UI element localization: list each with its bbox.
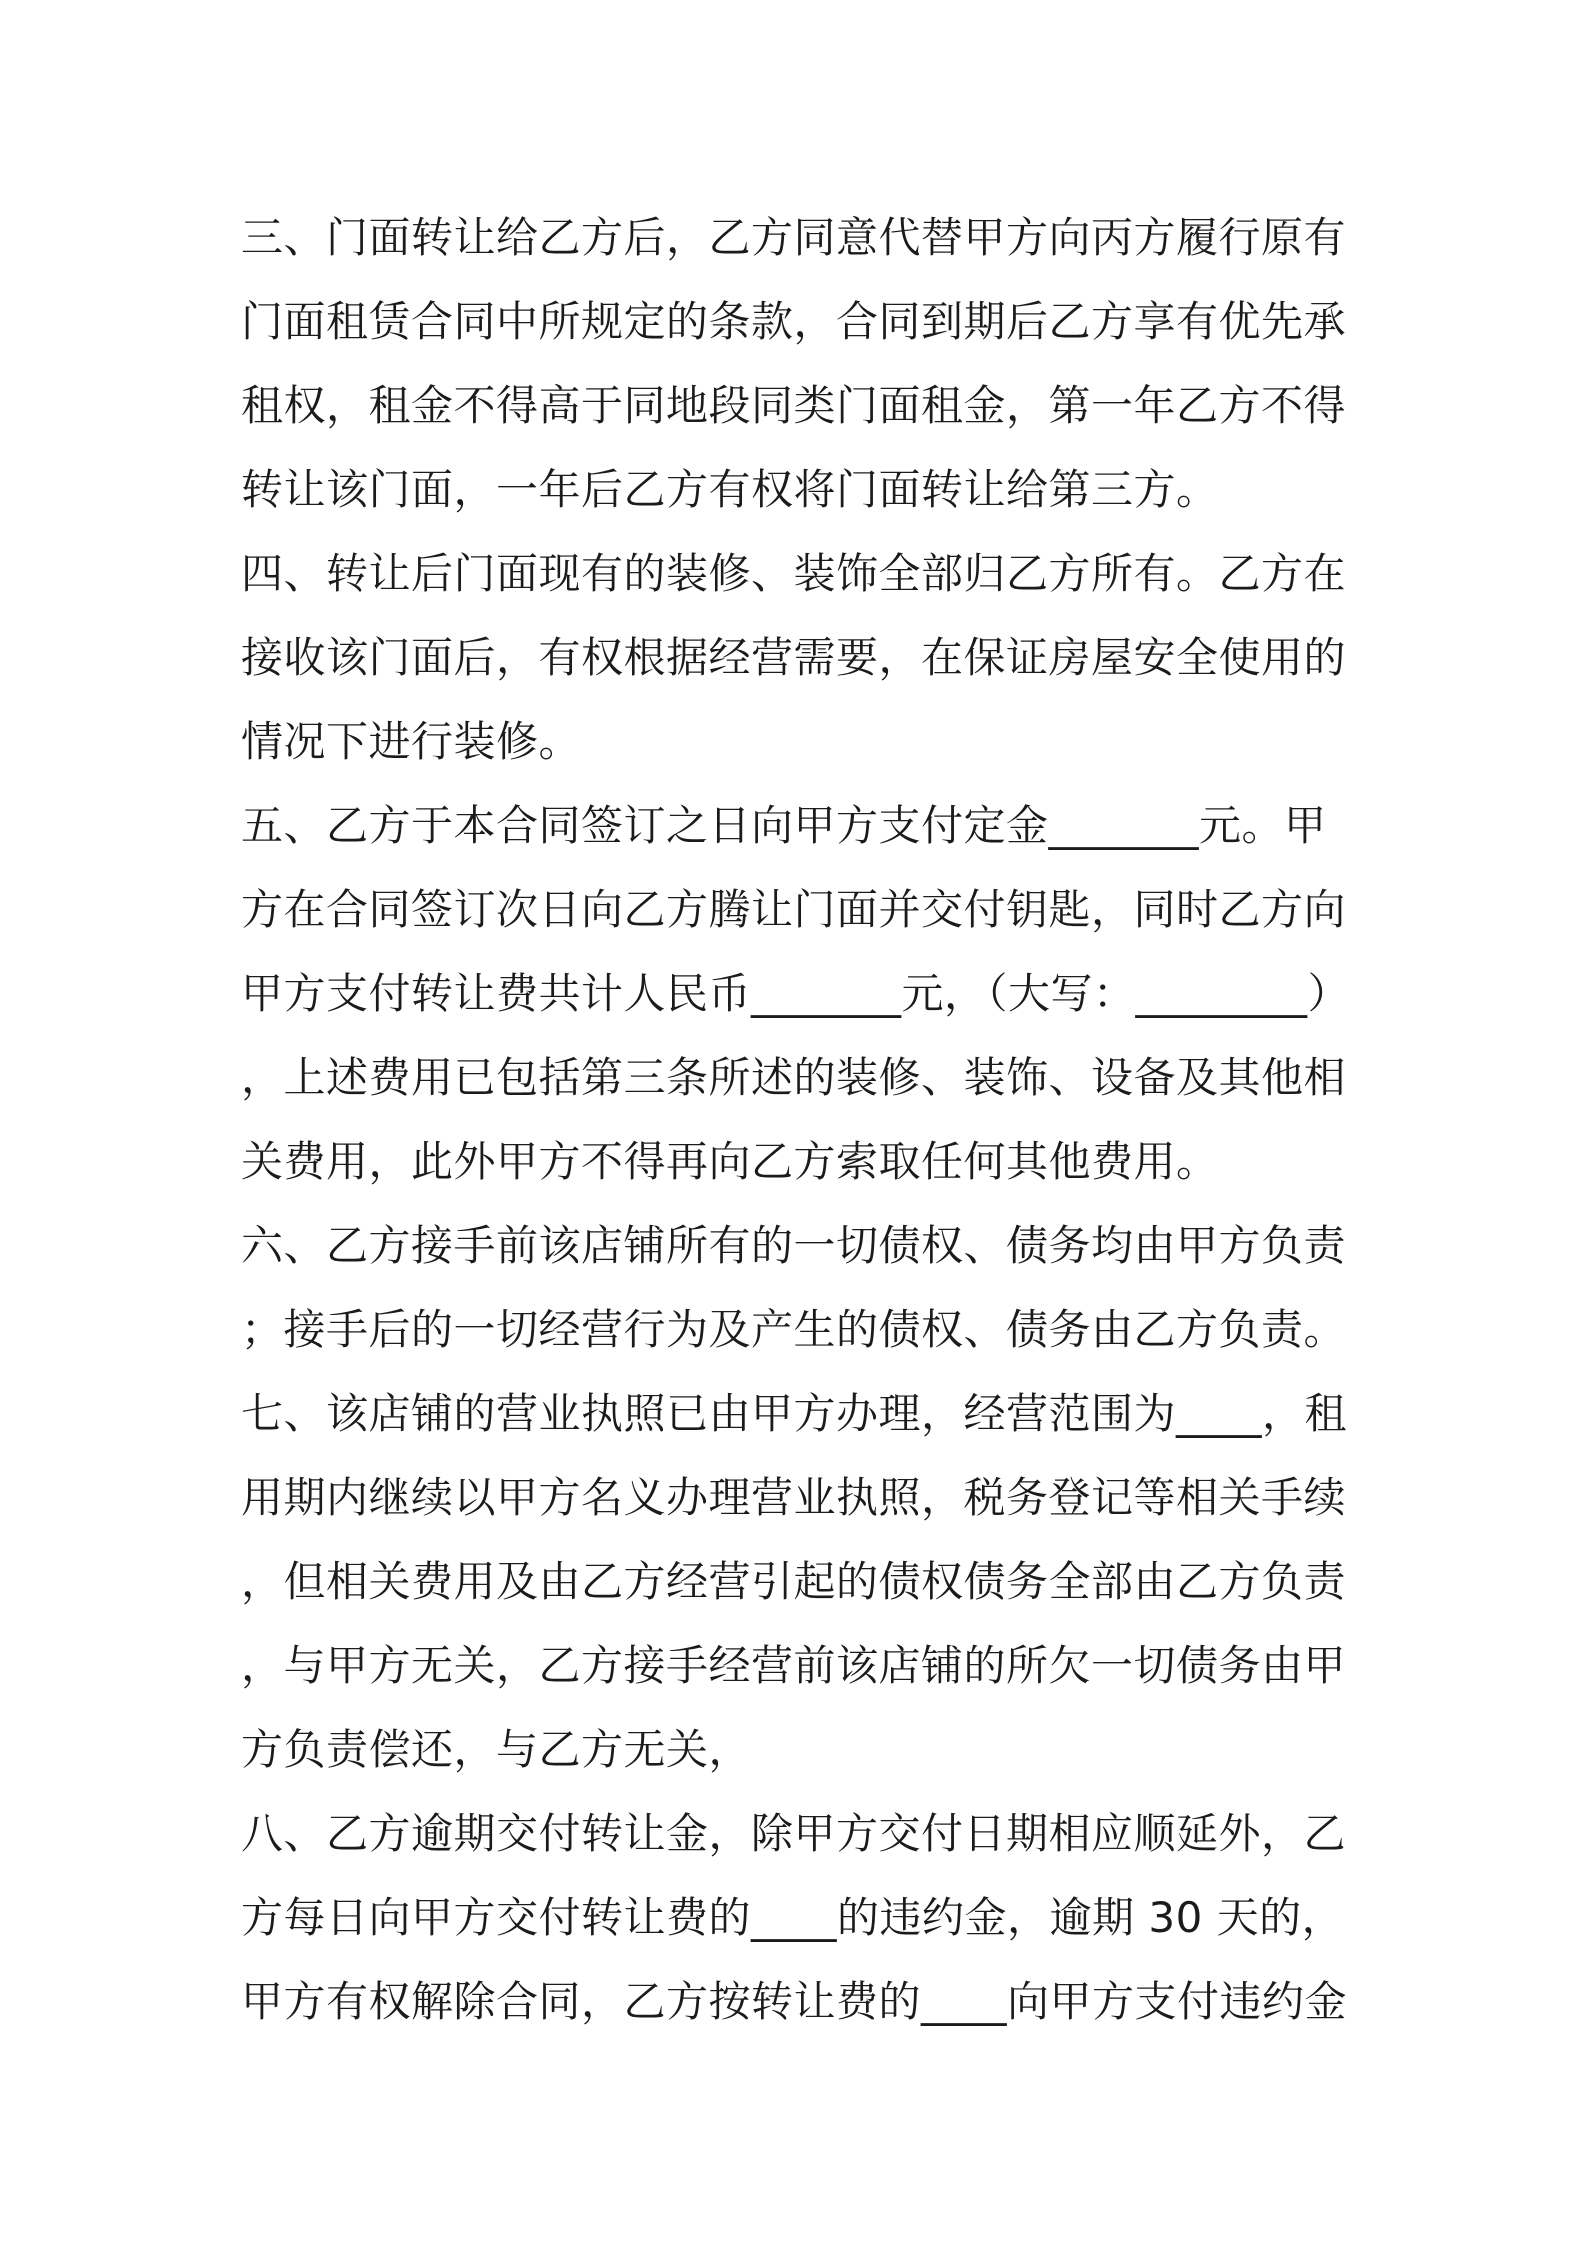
clause-3-line-2: 门面租赁合同中所规定的条款，合同到期后乙方享有优先承: [241, 297, 1347, 346]
clause-5-line-5: 关费用，此外甲方不得再向乙方索取任何其他费用。: [241, 1137, 1219, 1186]
clause-4-line-3: 情况下进行装修。: [241, 717, 582, 766]
clause-5-line-1: 五、乙方于本合同签订之日向甲方支付定金_______元。甲: [241, 801, 1327, 850]
contract-body: [241, 196, 1361, 2044]
clause-7-line-1: 七、该店铺的营业执照已由甲方办理，经营范围为____，租: [241, 1389, 1348, 1438]
clause-5-line-3: 甲方支付转让费共计人民币_______元，（大写：________）: [241, 969, 1351, 1018]
clause-7-line-4: ，与甲方无关，乙方接手经营前该店铺的所欠一切债务由甲: [241, 1641, 1347, 1690]
clause-4-line-1: 四、转让后门面现有的装修、装饰全部归乙方所有。乙方在: [241, 549, 1347, 598]
clause-7-line-2: 用期内继续以甲方名义办理营业执照，税务登记等相关手续: [241, 1473, 1347, 1522]
clause-3-line-4: 转让该门面，一年后乙方有权将门面转让给第三方。: [241, 465, 1219, 514]
clause-8-line-3: 甲方有权解除合同，乙方按转让费的____向甲方支付违约金: [241, 1977, 1348, 2026]
clause-7-line-5: 方负责偿还，与乙方无关，: [241, 1725, 752, 1774]
clause-8-line-2: 方每日向甲方交付转让费的____的违约金，逾期 30 天的，: [241, 1893, 1345, 1942]
clause-5-line-2: 方在合同签订次日向乙方腾让门面并交付钥匙，同时乙方向: [241, 885, 1347, 934]
clause-6-line-2: ；接手后的一切经营行为及产生的债权、债务由乙方负责。: [241, 1305, 1347, 1354]
clause-3-line-1: 三、门面转让给乙方后，乙方同意代替甲方向丙方履行原有: [241, 213, 1347, 262]
clause-4-line-2: 接收该门面后，有权根据经营需要，在保证房屋安全使用的: [241, 633, 1347, 682]
clause-3-line-3: 租权，租金不得高于同地段同类门面租金，第一年乙方不得: [241, 381, 1347, 430]
clause-5-line-4: ，上述费用已包括第三条所述的装修、装饰、设备及其他相: [241, 1053, 1347, 1102]
clause-8-line-1: 八、乙方逾期交付转让金，除甲方交付日期相应顺延外，乙: [241, 1809, 1347, 1858]
clause-6-line-1: 六、乙方接手前该店铺所有的一切债权、债务均由甲方负责: [241, 1221, 1347, 1270]
clause-7-line-3: ，但相关费用及由乙方经营引起的债权债务全部由乙方负责: [241, 1557, 1347, 1606]
